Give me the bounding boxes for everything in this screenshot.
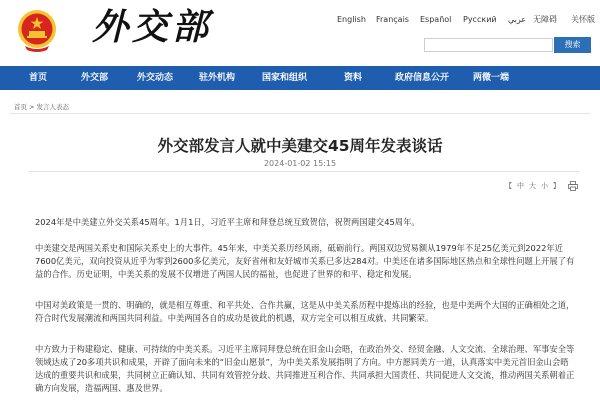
nav-missions-abroad[interactable]: 驻外机构 xyxy=(199,73,236,83)
lang-russian[interactable]: Русский xyxy=(463,15,497,24)
article-title: 外交部发言人就中美建交45周年发表谈话 xyxy=(157,137,443,155)
breadcrumb-separator: > xyxy=(29,103,35,111)
search-button[interactable]: 搜索 xyxy=(554,37,591,53)
breadcrumb-home[interactable]: 首页 xyxy=(14,103,27,111)
national-emblem-icon[interactable] xyxy=(17,8,57,52)
lang-spanish[interactable]: Español xyxy=(420,15,452,24)
breadcrumb-spokesperson[interactable]: 发言人表态 xyxy=(36,103,69,111)
lang-english[interactable]: English xyxy=(337,15,366,24)
article-paragraph: 中方致力于构建稳定、健康、可持续的中美关系。习近平主席同拜登总统在旧金山会晤，在政治外交、经贸金融、人文交流、全球治理、军事安全等领域达成了20多项共识和成果，开辟了面向未来的“旧金山愿景”，为中美关系发展指明了方向。中方愿同美方一道，认真落实中美元首旧金山会晤达成的重要共识和成果，共同树立正确认知、共同有效管控分歧、共同推进互利合作、共同承担大国责任、共同促进人文交流，推动两国关系朝着正确方向发展，造福两国、惠及世界。 xyxy=(35,344,575,393)
tools-open-bracket: 【 xyxy=(505,182,512,190)
article-paragraph: 中美建交是两国关系史和国际关系史上的大事件。45年来，中美关系历经风雨，砥砺前行。两国双边贸易额从1979年不足25亿美元到2022年近7600亿美元，双向投资从近乎为零到2600多亿美元，友好省州和友好城市关系已多达284对。中美还在诸多国际地区热点和全球性问题上开展了有益的合作。历史证明，中美关系的发展不仅增进了两国人民的福祉，也促进了世界的和平、稳定和发展。 xyxy=(35,243,575,279)
article-date: 2024-01-02 15:15 xyxy=(263,159,337,168)
font-size-small[interactable]: 小 xyxy=(541,182,548,190)
site-header xyxy=(0,0,600,66)
nav-home[interactable]: 首页 xyxy=(29,73,48,83)
search-input[interactable] xyxy=(424,38,553,52)
lang-french[interactable]: Français xyxy=(376,15,409,24)
font-size-tools xyxy=(500,180,578,192)
nav-social-media[interactable]: 两微一端 xyxy=(473,73,510,83)
font-size-large[interactable]: 大 xyxy=(529,182,536,190)
title-divider xyxy=(28,171,580,172)
accessibility-link[interactable]: 无障碍 xyxy=(533,15,557,24)
ministry-logo-text[interactable]: 外交部 xyxy=(92,6,213,48)
print-icon[interactable] xyxy=(568,181,578,191)
breadcrumb xyxy=(14,101,69,113)
tools-close-bracket: 】 xyxy=(553,182,560,190)
article-paragraph: 中国对美政策是一贯的、明确的，就是相互尊重、和平共处、合作共赢，这是从中美关系历程中提炼出的经验，也是中美两个大国的正确相处之道，符合时代发展潮流和两国共同利益。中美两国各自的成功是彼此的机遇，双方完全可以相互成就、共同繁荣。 xyxy=(35,300,575,323)
nav-diplomatic-news[interactable]: 外交动态 xyxy=(137,73,174,83)
article-panel xyxy=(10,113,590,419)
care-mode-link[interactable]: 关怀版 xyxy=(571,15,595,24)
lang-arabic[interactable]: عربي xyxy=(508,15,527,24)
nav-gov-info[interactable]: 政府信息公开 xyxy=(395,73,450,83)
article-paragraph: 2024年是中美建立外交关系45周年。1月1日，习近平主席和拜登总统互致贺信，祝贺两国建交45周年。 xyxy=(35,217,420,227)
nav-countries-organizations[interactable]: 国家和组织 xyxy=(262,73,308,83)
nav-ministry[interactable]: 外交部 xyxy=(81,73,109,83)
main-nav xyxy=(0,66,600,90)
nav-resources[interactable]: 资料 xyxy=(344,73,363,83)
font-size-medium[interactable]: 中 xyxy=(517,182,524,190)
